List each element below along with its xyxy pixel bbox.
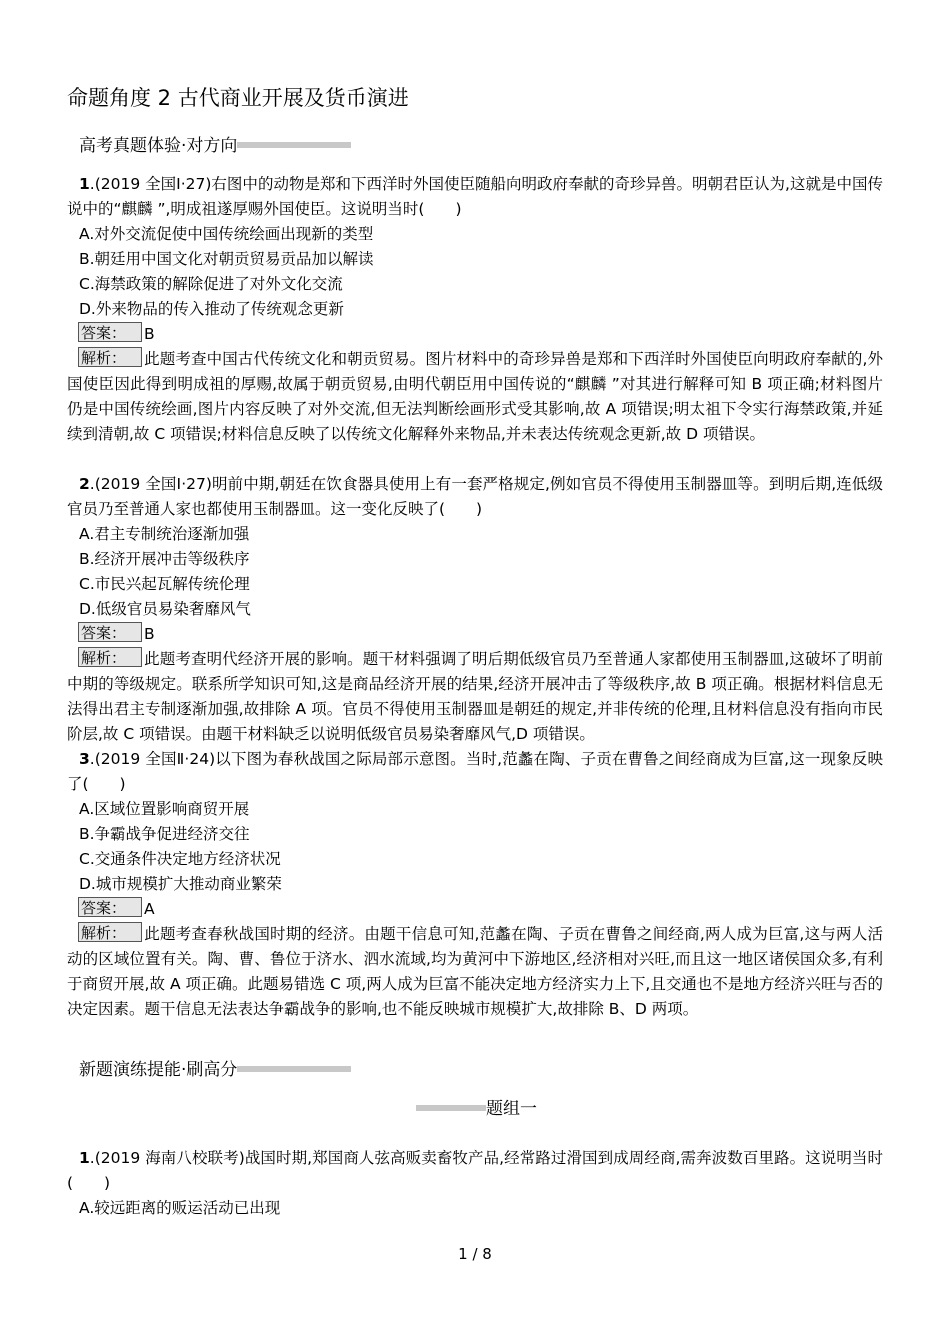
question-text: .(2019 全国Ⅰ·27)右图中的动物是郑和下西洋时外国使臣随船向明政府奉献的奇珍异兽。明朝君臣认为,这就是中国传说中的“麒麟 ”,明成祖遂厚赐外国使臣。这说明当时( ): [67, 175, 883, 218]
answer-tag: 答案：: [78, 322, 142, 342]
explain-tag: 解析：: [78, 347, 142, 367]
question-stem: [67, 747, 883, 797]
question-stem: [67, 172, 883, 222]
explanation: [67, 347, 883, 447]
question-stem: [67, 1146, 883, 1196]
option-c: C.市民兴起瓦解传统伦理: [79, 575, 250, 593]
question-number: 3: [79, 750, 90, 768]
explanation: [67, 922, 883, 1022]
section-heading-bar: [237, 1066, 351, 1072]
answer-line: [67, 897, 883, 922]
explanation-text: 此题考查明代经济开展的影响。题干材料强调了明后期低级官员乃至普通人家都使用玉制器皿,这破坏了明前中期的等级规定。联系所学知识可知,这是商品经济开展的结果,经济开展冲击了等级秩序,故 B 项正确。根据材料信息无法得出君主专制逐渐加强,故排除 A 项。官员不得使用玉制器皿是朝廷的规定,并非传统的伦理,且材料信息没有指向市民阶层,故 C 项错误。由题干材料缺乏以说明低级官员易染奢靡风气,D 项错误。: [67, 650, 883, 743]
option-d: D.城市规模扩大推动商业繁荣: [79, 875, 282, 893]
option-a: A.对外交流促使中国传统绘画出现新的类型: [79, 225, 374, 243]
answer-line: [67, 622, 883, 647]
answer-line: [67, 322, 883, 347]
question-block-2: [67, 472, 883, 747]
option-a: A.区域位置影响商贸开展: [79, 800, 250, 818]
section-heading-real-exam: [79, 134, 351, 158]
page-title: 命题角度 2 古代商业开展及货币演进: [67, 86, 409, 110]
practice-question-1: [67, 1146, 883, 1221]
option-c: C.海禁政策的解除促进了对外文化交流: [79, 275, 343, 293]
explanation-text: 此题考查春秋战国时期的经济。由题干信息可知,范蠡在陶、子贡在曹鲁之间经商,两人成为巨富,这与两人活动的区域位置有关。陶、曹、鲁位于济水、泗水流域,均为黄河中下游地区,经济相对兴旺,而且这一地区诸侯国众多,有利于商贸开展,故 A 项正确。此题易错选 C 项,两人成为巨富不能决定地方经济实力上下,且交通也不是地方经济兴旺与否的决定因素。题干信息无法表达争霸战争的影响,也不能反映城市规模扩大,故排除 B、D 两项。: [67, 925, 883, 1018]
question-number: 1: [79, 175, 90, 193]
option-d: D.外来物品的传入推动了传统观念更新: [79, 300, 344, 318]
section-heading-practice: [79, 1058, 351, 1082]
group-heading-bar: [416, 1105, 486, 1111]
answer-value: B: [144, 325, 155, 343]
question-number: 1: [79, 1149, 90, 1167]
option-b: B.经济开展冲击等级秩序: [79, 550, 250, 568]
answer-tag: 答案：: [78, 622, 142, 642]
option-a: A.君主专制统治逐渐加强: [79, 525, 250, 543]
section-heading-text: 新题演练提能·刷高分: [79, 1060, 238, 1080]
page-number: 1 / 8: [458, 1245, 492, 1263]
question-text: .(2019 全国Ⅰ·27)明前中期,朝廷在饮食器具使用上有一套严格规定,例如官员不得使用玉制器皿等。到明后期,连低级官员乃至普通人家也都使用玉制器皿。这一变化反映了( ): [67, 475, 883, 518]
option-d: D.低级官员易染奢靡风气: [79, 600, 251, 618]
group-heading-text: 题组一: [486, 1099, 537, 1119]
explain-tag: 解析：: [78, 922, 142, 942]
question-number: 2: [79, 475, 90, 493]
option-c: C.交通条件决定地方经济状况: [79, 850, 281, 868]
option-b: B.朝廷用中国文化对朝贡贸易贡品加以解读: [79, 250, 374, 268]
question-block-1: [67, 172, 883, 447]
question-stem: [67, 472, 883, 522]
explain-tag: 解析：: [78, 647, 142, 667]
section-heading-bar: [237, 142, 351, 148]
option-b: B.争霸战争促进经济交往: [79, 825, 250, 843]
answer-value: A: [144, 900, 155, 918]
answer-tag: 答案：: [78, 897, 142, 917]
section-heading-text: 高考真题体验·对方向: [79, 136, 238, 156]
question-text: .(2019 全国Ⅱ·24)以下图为春秋战国之际局部示意图。当时,范蠡在陶、子贡在曹鲁之间经商成为巨富,这一现象反映了( ): [67, 750, 883, 793]
question-block-3: [67, 747, 883, 1022]
answer-value: B: [144, 625, 155, 643]
option-a: A.较远距离的贩运活动已出现: [79, 1199, 281, 1217]
explanation-text: 此题考查中国古代传统文化和朝贡贸易。图片材料中的奇珍异兽是郑和下西洋时外国使臣向明政府奉献的,外国使臣因此得到明成祖的厚赐,故属于朝贡贸易,由明代朝臣用中国传说的“麒麟 ”对其进行解释可知 B 项正确;材料图片仍是中国传统绘画,图片内容反映了对外交流,但无法判断绘画形式受其影响,故 A 项错误;明太祖下令实行海禁政策,并延续到清朝,故 C 项错误;材料信息反映了以传统文化解释外来物品,并未表达传统观念更新,故 D 项错误。: [67, 350, 883, 443]
question-text: .(2019 海南八校联考)战国时期,郑国商人弦高贩卖畜牧产品,经常路过滑国到成周经商,需奔波数百里路。这说明当时( ): [67, 1149, 883, 1192]
explanation: [67, 647, 883, 747]
